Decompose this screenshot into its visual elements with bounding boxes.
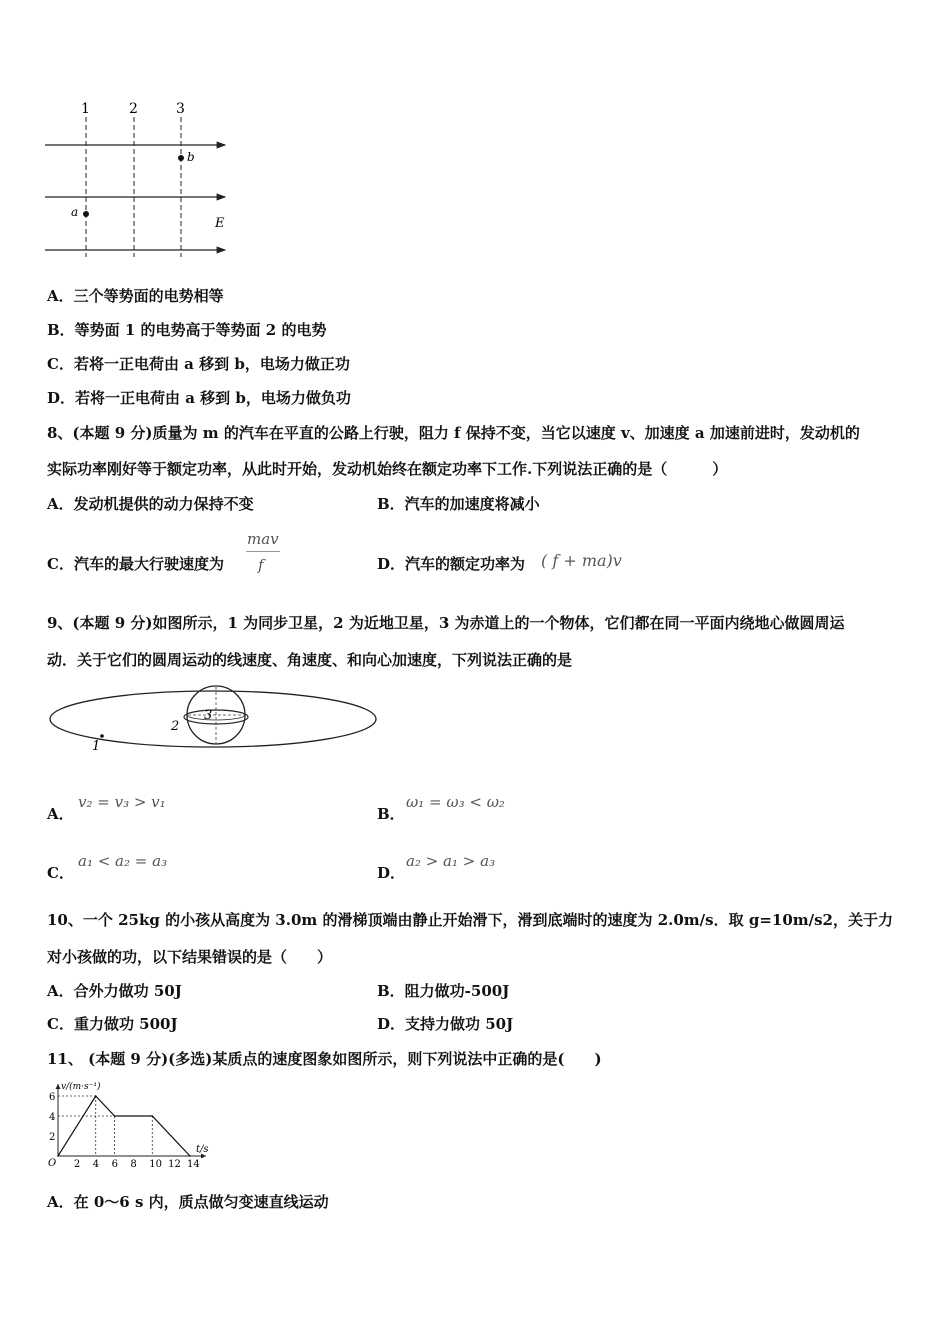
orbit-label-3: 3 [204, 708, 213, 723]
q10-stem-line1: 10、一个 25kg 的小孩从高度为 3.0m 的滑梯顶端由静止开始滑下，滑到底端时的速度为 2.0m/s．取 g=10m/s2，关于力 [47, 911, 893, 929]
fraction-bar [246, 551, 280, 552]
equipotential-figure [40, 95, 240, 260]
x-tick-label-2: 2 [73, 1159, 81, 1170]
x-tick-label-8: 8 [130, 1159, 137, 1170]
data-point [57, 1155, 59, 1157]
q8-option-d-expression: ( f + ma)v [541, 551, 622, 570]
x-tick-label-4: 4 [92, 1159, 100, 1170]
orbit-label-1: 1 [92, 739, 101, 754]
x-tick-label-6: 6 [111, 1159, 118, 1170]
y-tick-label-4: 4 [49, 1112, 56, 1123]
q9-stem-line2: 动．关于它们的圆周运动的线速度、角速度、和向心加速度，下列说法正确的是 [47, 651, 573, 669]
velocity-series-line [58, 1096, 190, 1156]
q9-stem-line1: 9、(本题 9 分)如图所示，1 为同步卫星，2 为近地卫星，3 为赤道上的一个物体，它们都在同一平面内绕地心做圆周运 [47, 614, 845, 632]
q11-stem: 11、 (本题 9 分)(多选)某质点的速度图象如图所示，则下列说法中正确的是( ) [47, 1050, 602, 1068]
q9-option-b-label: B． [377, 805, 405, 823]
data-point [189, 1155, 191, 1157]
q8-option-c-denominator: f [258, 556, 264, 574]
q8-option-b: B．汽车的加速度将减小 [377, 495, 540, 513]
data-point [114, 1115, 116, 1117]
velocity-time-chart [44, 1078, 214, 1170]
point-a [83, 211, 89, 217]
point-a-label: a [71, 205, 79, 219]
x-tick-label-10: 10 [149, 1159, 163, 1170]
x-tick-label-14: 14 [187, 1159, 200, 1170]
point-b [178, 155, 184, 161]
q9-option-c-expression: a₁ < a₂ = a₃ [78, 852, 168, 870]
origin-label: O [48, 1158, 57, 1169]
orbit-figure [48, 678, 384, 762]
q8-option-d: D．汽车的额定功率为 [377, 555, 526, 573]
q10-option-c: C．重力做功 500J [47, 1015, 178, 1033]
q7-option-c: C．若将一正电荷由 a 移到 b，电场力做正功 [47, 355, 350, 373]
q9-option-c-label: C． [47, 864, 74, 882]
q9-option-a-label: A． [47, 805, 74, 823]
x-axis-label: t/s [196, 1144, 209, 1155]
y-axis-label: v/(m·s⁻¹) [61, 1082, 101, 1092]
q9-option-d-expression: a₂ > a₁ > a₃ [406, 852, 496, 870]
field-label: E [215, 216, 225, 231]
q7-option-a: A．三个等势面的电势相等 [47, 287, 224, 305]
q9-option-a-expression: v₂ = v₃ > v₁ [78, 793, 166, 811]
y-tick-label-6: 6 [49, 1092, 56, 1103]
y-tick-label-2: 2 [49, 1132, 56, 1143]
surface-label-2: 2 [129, 101, 138, 117]
q9-option-b-expression: ω₁ = ω₃ < ω₂ [406, 793, 505, 811]
orbit-label-2: 2 [171, 719, 180, 734]
surface-label-1: 1 [81, 101, 90, 117]
q7-option-d: D．若将一正电荷由 a 移到 b，电场力做负功 [47, 389, 351, 407]
q8-stem-line2: 实际功率刚好等于额定功率，从此时开始，发动机始终在额定功率下工作.下列说法正确的是（ ） [47, 460, 728, 478]
data-point [95, 1095, 97, 1097]
q11-option-a: A．在 0～6 s 内，质点做匀变速直线运动 [47, 1193, 329, 1211]
q10-stem-line2: 对小孩做的功，以下结果错误的是（ ） [47, 948, 333, 966]
q8-option-a: A．发动机提供的动力保持不变 [47, 495, 254, 513]
q10-option-b: B．阻力做功-500J [377, 982, 510, 1000]
x-tick-label-12: 12 [168, 1159, 181, 1170]
q10-option-a: A．合外力做功 50J [47, 982, 182, 1000]
point-b-label: b [187, 150, 195, 164]
q8-stem-line1: 8、(本题 9 分)质量为 m 的汽车在平直的公路上行驶，阻力 f 保持不变，当它以速度 v、加速度 a 加速前进时，发动机的 [47, 424, 860, 442]
q10-option-d: D．支持力做功 50J [377, 1015, 514, 1033]
q7-option-b: B．等势面 1 的电势高于等势面 2 的电势 [47, 321, 327, 339]
surface-label-3: 3 [176, 101, 185, 117]
q8-option-c: C．汽车的最大行驶速度为 [47, 555, 224, 573]
data-point [151, 1115, 153, 1117]
y-axis-arrow [56, 1084, 61, 1089]
q8-option-c-numerator: mav [247, 530, 279, 548]
q9-option-d-label: D． [377, 864, 406, 882]
